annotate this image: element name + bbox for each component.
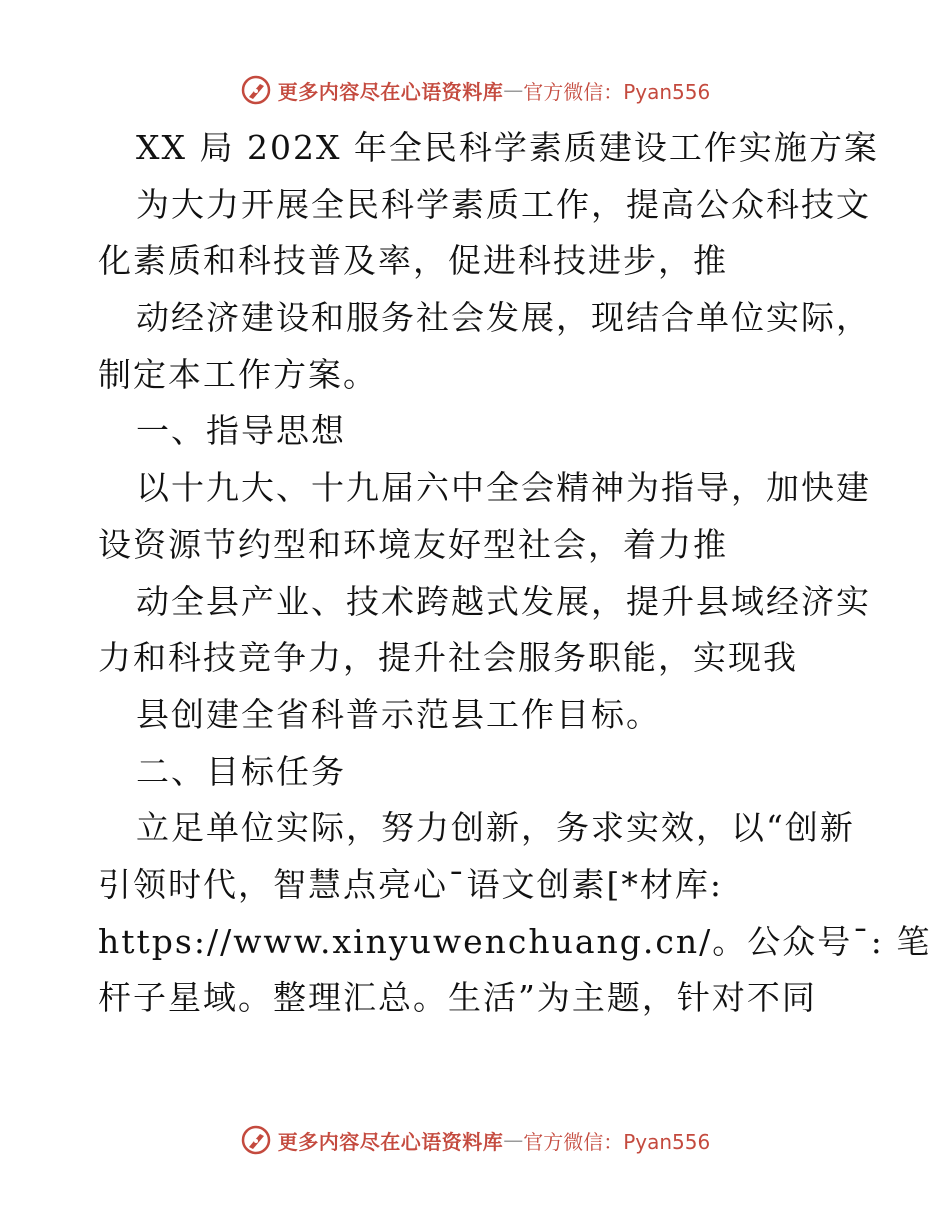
document-body bbox=[98, 120, 932, 1027]
paragraph-line: 为大力开展全民科学素质工作，提高公众科技文 bbox=[136, 184, 871, 224]
paragraph-line: https://www.xinyuwenchuang.cn/。公众号¯: 笔 bbox=[98, 921, 932, 961]
paragraph-line: 立足单位实际，努力创新，务求实效，以“创新 bbox=[136, 808, 855, 848]
banner-dash: — bbox=[503, 1128, 524, 1152]
banner-text: 更多内容尽在心语资料库 bbox=[277, 1129, 504, 1154]
paragraph-line: 杆子星域。整理汇总。生活”为主题，针对不同 bbox=[98, 978, 817, 1018]
footer-watermark-banner bbox=[0, 1120, 950, 1160]
paragraph-line: 化素质和科技普及率，促进科技进步，推 bbox=[98, 241, 728, 281]
section-heading: 一、指导思想 bbox=[136, 411, 346, 451]
banner-wechat: 官方微信：Pyan556 bbox=[523, 79, 711, 104]
banner-dash: — bbox=[503, 78, 524, 102]
header-watermark-banner bbox=[0, 70, 950, 110]
paragraph-line: 力和科技竞争力，提升社会服务职能，实现我 bbox=[98, 638, 798, 678]
paragraph-line: 设资源节约型和环境友好型社会，着力推 bbox=[98, 524, 728, 564]
document-title: XX 局 202X 年全民科学素质建设工作实施方案 bbox=[136, 128, 879, 167]
section-heading: 二、目标任务 bbox=[136, 751, 346, 791]
banner-text: 更多内容尽在心语资料库 bbox=[277, 79, 504, 104]
banner-wechat: 官方微信：Pyan556 bbox=[523, 1129, 711, 1154]
paragraph-line: 动全县产业、技术跨越式发展，提升县域经济实 bbox=[136, 581, 871, 621]
paragraph-line: 以十九大、十九届六中全会精神为指导，加快建 bbox=[136, 468, 871, 508]
paragraph-line: 县创建全省科普示范县工作目标。 bbox=[136, 694, 661, 734]
pen-nib-logo-icon bbox=[240, 74, 272, 106]
paragraph-line: 动经济建设和服务社会发展，现结合单位实际， bbox=[136, 298, 871, 338]
paragraph-line: 引领时代，智慧点亮心¯语文创素[*材库: bbox=[98, 864, 723, 904]
paragraph-line: 制定本工作方案。 bbox=[98, 354, 378, 394]
pen-nib-logo-icon bbox=[240, 1124, 272, 1156]
